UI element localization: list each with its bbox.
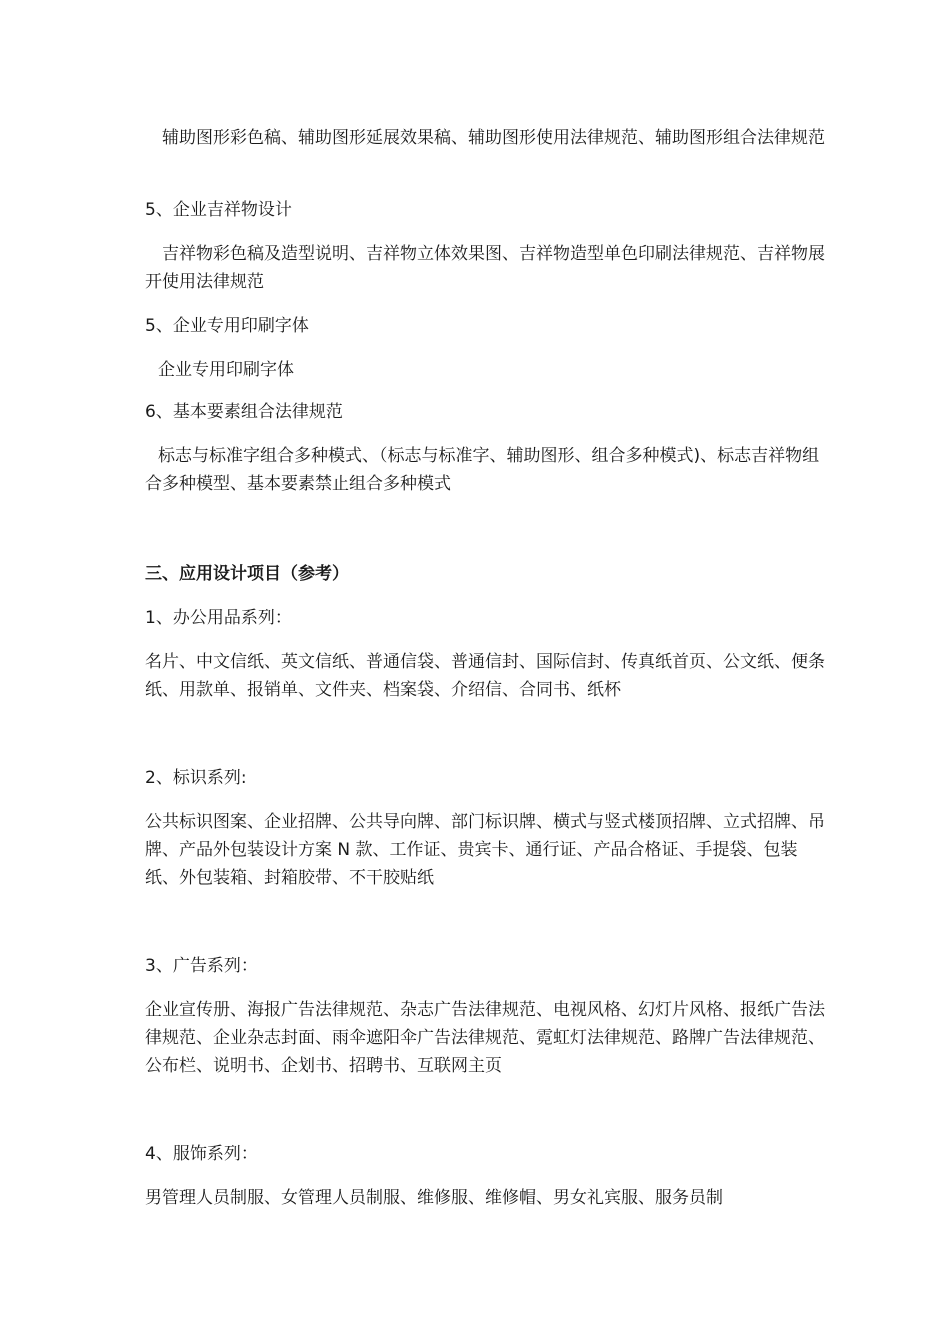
paragraph-apparel: 男管理人员制服、女管理人员制服、维修服、维修帽、男女礼宾服、服务员制 (145, 1188, 723, 1208)
heading-advertising: 3、广告系列： (145, 956, 258, 976)
paragraph-dedicated-font: 企业专用印刷字体 (158, 360, 294, 380)
paragraph-signage: 公共标识图案、企业招牌、公共导向牌、部门标识牌、横式与竖式楼顶招牌、立式招牌、吊牌、产品外包装设计方案 N 款、工作证、贵宾卡、通行证、产品合格证、手提袋、包装纸、外包装箱、封箱胶带、不干胶贴纸 (145, 812, 825, 888)
paragraph-auxiliary-graphics: 辅助图形彩色稿、辅助图形延展效果稿、辅助图形使用法律规范、辅助图形组合法律规范 (162, 128, 825, 148)
heading-element-combination: 6、基本要素组合法律规范 (145, 402, 343, 422)
section-heading-application: 三、应用设计项目（参考） (145, 564, 349, 584)
heading-office-supplies: 1、办公用品系列： (145, 608, 292, 628)
paragraph-element-combination: 标志与标准字组合多种模式、（标志与标准字、辅助图形、组合多种模式)、标志吉祥物组合多种模型、基本要素禁止组合多种模式 (145, 446, 820, 494)
heading-signage: 2、标识系列: (145, 768, 247, 788)
paragraph-office-supplies: 名片、中文信纸、英文信纸、普通信袋、普通信封、国际信封、传真纸首页、公文纸、便条纸、用款单、报销单、文件夹、档案袋、介绍信、合同书、纸杯 (145, 652, 825, 700)
heading-mascot-design: 5、企业吉祥物设计 (145, 200, 292, 220)
paragraph-advertising: 企业宣传册、海报广告法律规范、杂志广告法律规范、电视风格、幻灯片风格、报纸广告法律规范、企业杂志封面、雨伞遮阳伞广告法律规范、霓虹灯法律规范、路牌广告法律规范、公布栏、说明书、企划书、招聘书、互联网主页 (145, 1000, 825, 1076)
heading-dedicated-font: 5、企业专用印刷字体 (145, 316, 309, 336)
paragraph-mascot: 吉祥物彩色稿及造型说明、吉祥物立体效果图、吉祥物造型单色印刷法律规范、吉祥物展开使用法律规范 (145, 244, 825, 292)
heading-apparel: 4、服饰系列： (145, 1144, 258, 1164)
